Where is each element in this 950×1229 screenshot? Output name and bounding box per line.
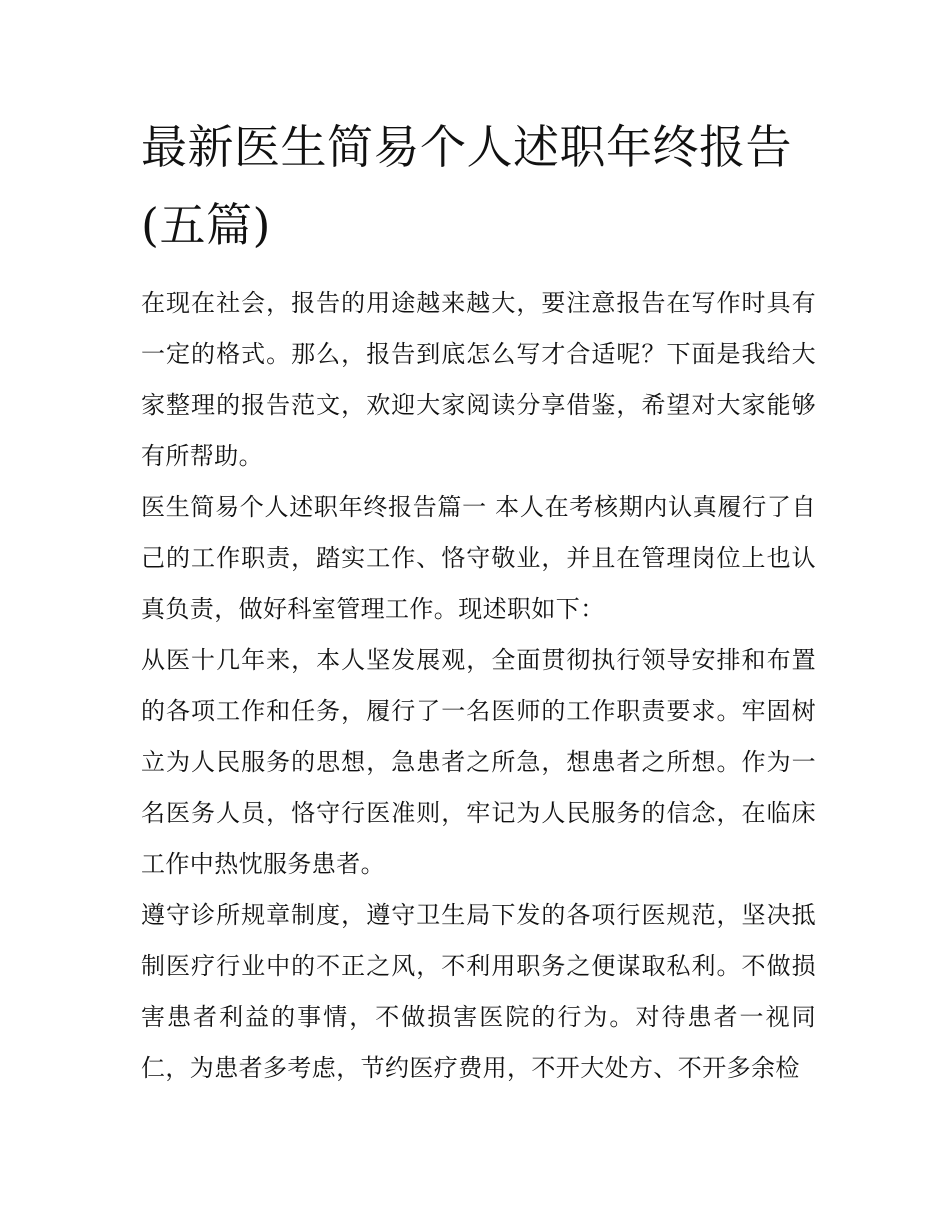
paragraph-intro: 在现在社会，报告的用途越来越大，要注意报告在写作时具有一定的格式。那么，报告到底怎么写才合适呢？下面是我给大家整理的报告范文，欢迎大家阅读分享借鉴，希望对大家能够有所帮助。 [141, 289, 816, 470]
document-page [141, 108, 816, 1094]
paragraph-career-duty: 从医十几年来，本人坚发展观，全面贯彻执行领导安排和布置的各项工作和任务，履行了一名医师的工作职责要求。牢固树立为人民服务的思想，急患者之所急，想患者之所想。作为一名医务人员，恪守行医准则，牢记为人民服务的信念，在临床工作中热忱服务患者。 [141, 646, 816, 878]
document-title: 最新医生简易个人述职年终报告(五篇) [141, 120, 792, 252]
paragraph-rules-compliance: 遵守诊所规章制度，遵守卫生局下发的各项行医规范，坚决抵制医疗行业中的不正之风，不利用职务之便谋取私利。不做损害患者利益的事情，不做损害医院的行为。对待患者一视同仁，为患者多考虑，节约医疗费用，不开大处方、不开多余检 [141, 901, 816, 1082]
paragraph-report-one-opening: 医生简易个人述职年终报告篇一 本人在考核期内认真履行了自己的工作职责，踏实工作、恪守敬业，并且在管理岗位上也认真负责，做好科室管理工作。现述职如下： [141, 493, 816, 623]
